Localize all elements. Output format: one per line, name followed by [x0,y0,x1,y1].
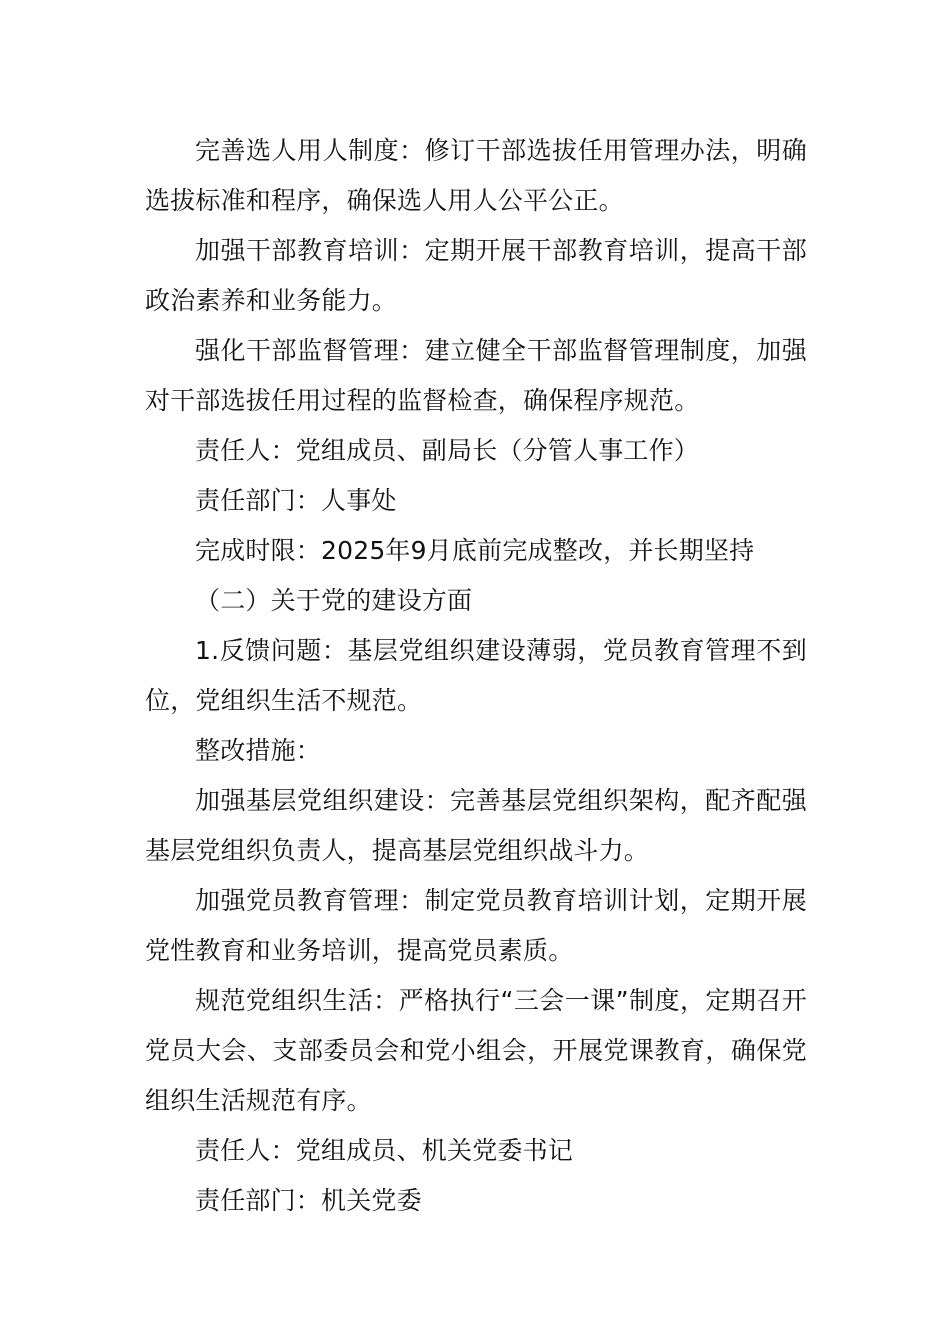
paragraph-selection-system: 完善选人用人制度：修订干部选拔任用管理办法，明确选拔标准和程序，确保选人用人公平公正。 [145,136,807,215]
paragraph-responsible-person-1: 责任人：党组成员、副局长（分管人事工作） [195,436,700,465]
paragraph-measures-label: 整改措施： [195,736,322,765]
paragraph-organization-life: 规范党组织生活：严格执行“三会一课”制度，定期召开党员大会、支部委员会和党小组会，开展党课教育，确保党组织生活规范有序。 [145,986,807,1115]
paragraph-deadline: 完成时限：2025年9月底前完成整改，并长期坚持 [195,536,755,565]
paragraph-responsible-person-2: 责任人：党组成员、机关党委书记 [195,1136,574,1165]
paragraph-feedback-issue: 1.反馈问题：基层党组织建设薄弱，党员教育管理不到位，党组织生活不规范。 [145,636,807,715]
paragraph-cadre-training: 加强干部教育培训：定期开展干部教育培训，提高干部政治素养和业务能力。 [145,236,807,315]
paragraph-grassroots-building: 加强基层党组织建设：完善基层党组织架构，配齐配强基层党组织负责人，提高基层党组织战斗力。 [145,786,807,865]
document-body [145,126,807,1226]
paragraph-responsible-dept-1: 责任部门：人事处 [195,486,397,515]
paragraph-responsible-dept-2: 责任部门：机关党委 [195,1186,422,1215]
section-heading-party-building: （二）关于党的建设方面 [195,586,473,615]
paragraph-cadre-supervision: 强化干部监督管理：建立健全干部监督管理制度，加强对干部选拔任用过程的监督检查，确保程序规范。 [145,336,807,415]
paragraph-member-education: 加强党员教育管理：制定党员教育培训计划，定期开展党性教育和业务培训，提高党员素质。 [145,886,807,965]
